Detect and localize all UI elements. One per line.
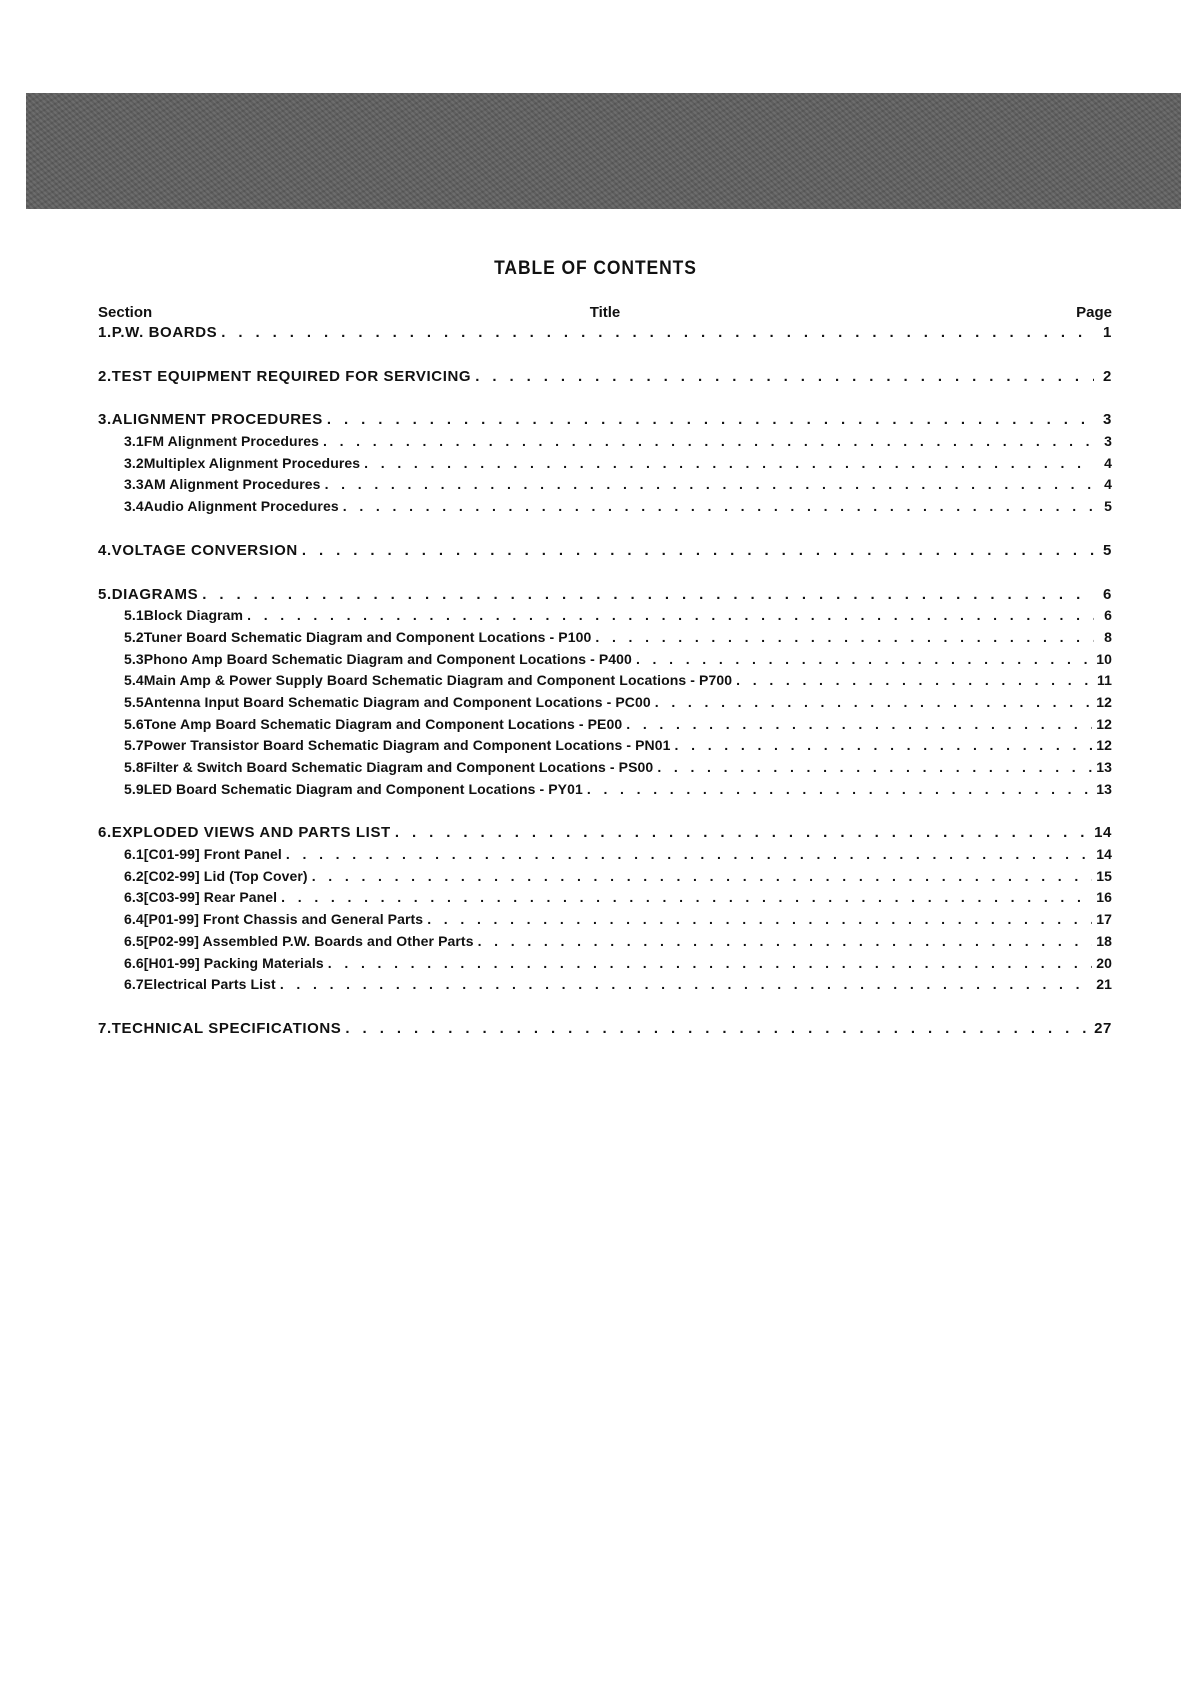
entry-page-number: 17 <box>1096 911 1112 928</box>
toc-section-group <box>98 368 1112 390</box>
dot-leader <box>286 846 1092 862</box>
entry-title: Tone Amp Board Schematic Diagram and Component Locations - PE00 <box>143 715 623 732</box>
toc-subsection-entry <box>98 976 1112 998</box>
toc-section-group <box>98 824 1112 998</box>
toc-subsection-entry <box>98 868 1112 890</box>
entry-page-number: 1 <box>1103 324 1112 341</box>
entry-page-number: 18 <box>1096 932 1112 949</box>
entry-title: Main Amp & Power Supply Board Schematic Diagram and Component Locations - P700 <box>143 672 733 689</box>
dot-leader <box>280 976 1092 992</box>
dot-leader <box>478 933 1093 949</box>
toc-section-entry <box>98 411 1112 433</box>
entry-page-number: 13 <box>1096 759 1112 775</box>
entry-title: VOLTAGE CONVERSION <box>111 541 298 559</box>
dot-leader <box>657 759 1092 775</box>
entry-title: LED Board Schematic Diagram and Component Locations - PY01 <box>143 780 583 797</box>
entry-title: DIAGRAMS <box>111 585 199 603</box>
entry-number: 4. <box>98 541 112 559</box>
toc-subsection-entry <box>98 651 1112 673</box>
entry-number: 5.1 <box>124 607 144 624</box>
dot-leader <box>312 868 1093 884</box>
entry-page-number: 4 <box>1104 476 1112 493</box>
toc-subsection-entry <box>98 694 1112 716</box>
entry-page-number: 5 <box>1104 498 1112 515</box>
dot-leader <box>327 411 1094 428</box>
entry-title: [P02-99] Assembled P.W. Boards and Other Parts <box>143 932 474 949</box>
toc-subsection-entry <box>98 911 1112 933</box>
entry-title: [C01-99] Front Panel <box>143 846 282 863</box>
entry-page-number: 5 <box>1103 541 1112 559</box>
toc-subsection-entry <box>98 629 1112 651</box>
entry-number: 5.9 <box>124 780 144 797</box>
page-column-header: Page <box>1076 304 1112 321</box>
entry-title: [C03-99] Rear Panel <box>143 889 278 906</box>
dot-leader <box>302 542 1094 559</box>
entry-number: 1. <box>98 324 112 341</box>
toc-body <box>98 324 1112 1042</box>
toc-subsection-entry <box>98 846 1112 868</box>
dot-leader <box>587 781 1092 797</box>
dot-leader <box>395 824 1090 841</box>
entry-title: Phono Amp Board Schematic Diagram and Component Locations - P400 <box>143 650 632 667</box>
toc-section-entry <box>98 586 1112 608</box>
dot-leader <box>202 586 1094 603</box>
entry-page-number: 8 <box>1104 628 1112 645</box>
toc-section-entry <box>98 1020 1112 1042</box>
entry-page-number: 6 <box>1104 607 1112 624</box>
entry-number: 6.2 <box>124 867 144 884</box>
dot-leader <box>675 737 1093 753</box>
entry-number: 6.5 <box>124 932 144 949</box>
entry-page-number: 6 <box>1103 585 1112 603</box>
dot-leader <box>328 955 1092 971</box>
entry-title: Tuner Board Schematic Diagram and Component Locations - P100 <box>143 628 592 645</box>
entry-title: Block Diagram <box>143 607 244 624</box>
entry-title: EXPLODED VIEWS AND PARTS LIST <box>111 824 391 842</box>
dot-leader <box>655 694 1092 710</box>
entry-page-number: 20 <box>1096 954 1112 971</box>
entry-page-number: 21 <box>1096 976 1112 993</box>
toc-section-group <box>98 542 1112 564</box>
entry-number: 6.3 <box>124 889 144 906</box>
entry-number: 5.7 <box>124 737 144 754</box>
entry-title: ALIGNMENT PROCEDURES <box>111 411 323 429</box>
entry-title: TEST EQUIPMENT REQUIRED FOR SERVICING <box>111 367 472 385</box>
dot-leader <box>281 889 1092 905</box>
toc-subsection-entry <box>98 476 1112 498</box>
entry-page-number: 13 <box>1096 780 1112 797</box>
toc-subsection-entry <box>98 759 1112 781</box>
dot-leader <box>427 911 1092 927</box>
page-title: TABLE OF CONTENTS <box>494 258 697 279</box>
toc-section-entry <box>98 542 1112 564</box>
dot-leader <box>736 672 1093 688</box>
entry-page-number: 12 <box>1096 693 1112 710</box>
entry-number: 5.8 <box>124 759 144 775</box>
entry-page-number: 14 <box>1094 824 1112 842</box>
toc-subsection-entry <box>98 781 1112 803</box>
toc-section-group <box>98 324 1112 346</box>
entry-number: 3. <box>98 411 112 429</box>
dot-leader <box>595 629 1094 645</box>
section-column-header: Section <box>98 304 153 321</box>
entry-title: Electrical Parts List <box>143 976 276 993</box>
toc-subsection-entry <box>98 933 1112 955</box>
entry-title: [H01-99] Packing Materials <box>143 954 324 971</box>
dot-leader <box>221 324 1094 341</box>
entry-page-number: 3 <box>1103 411 1112 429</box>
entry-page-number: 15 <box>1096 867 1112 884</box>
header-banner <box>26 93 1181 209</box>
toc-subsection-entry <box>98 889 1112 911</box>
dot-leader <box>247 607 1094 623</box>
entry-page-number: 12 <box>1096 737 1112 754</box>
entry-number: 5.5 <box>124 693 144 710</box>
dot-leader <box>364 455 1094 471</box>
entry-title: Filter & Switch Board Schematic Diagram and Component Locations - PS00 <box>143 759 654 775</box>
toc-section-group <box>98 586 1112 803</box>
entry-page-number: 16 <box>1096 889 1112 906</box>
entry-title: AM Alignment Procedures <box>143 476 321 493</box>
entry-number: 2. <box>98 367 112 385</box>
toc-subsection-entry <box>98 737 1112 759</box>
toc-section-entry <box>98 824 1112 846</box>
entry-page-number: 11 <box>1097 672 1112 689</box>
toc-header <box>98 304 1112 324</box>
table-of-contents <box>98 304 1112 1064</box>
toc-subsection-entry <box>98 716 1112 738</box>
entry-title: Multiplex Alignment Procedures <box>143 454 361 471</box>
entry-number: 6.1 <box>124 846 144 863</box>
entry-number: 3.4 <box>124 498 144 515</box>
toc-subsection-entry <box>98 672 1112 694</box>
entry-number: 6.6 <box>124 954 144 971</box>
toc-subsection-entry <box>98 955 1112 977</box>
entry-title: TECHNICAL SPECIFICATIONS <box>111 1019 342 1037</box>
entry-number: 6. <box>98 824 112 842</box>
entry-title: Power Transistor Board Schematic Diagram and Component Locations - PN01 <box>143 737 671 754</box>
entry-number: 5.4 <box>124 672 144 689</box>
dot-leader <box>323 433 1094 449</box>
entry-page-number: 10 <box>1096 650 1112 667</box>
dot-leader <box>626 716 1092 732</box>
entry-title: [C02-99] Lid (Top Cover) <box>143 867 308 884</box>
entry-page-number: 27 <box>1094 1019 1112 1037</box>
dot-leader <box>636 651 1092 667</box>
entry-number: 3.2 <box>124 454 144 471</box>
entry-number: 5.2 <box>124 628 144 645</box>
toc-subsection-entry <box>98 433 1112 455</box>
entry-number: 7. <box>98 1019 112 1037</box>
title-column-header: Title <box>589 304 621 321</box>
toc-section-entry <box>98 368 1112 390</box>
dot-leader <box>475 368 1094 385</box>
toc-subsection-entry <box>98 455 1112 477</box>
dot-leader <box>345 1020 1090 1037</box>
entry-page-number: 2 <box>1103 367 1112 385</box>
entry-title: Antenna Input Board Schematic Diagram and Component Locations - PC00 <box>143 693 651 710</box>
entry-number: 5.6 <box>124 715 144 732</box>
entry-page-number: 4 <box>1104 454 1112 471</box>
toc-subsection-entry <box>98 607 1112 629</box>
entry-number: 3.3 <box>124 476 144 493</box>
entry-number: 5. <box>98 585 112 603</box>
entry-number: 6.7 <box>124 976 144 993</box>
toc-section-entry <box>98 324 1112 346</box>
toc-subsection-entry <box>98 498 1112 520</box>
toc-section-group <box>98 411 1112 519</box>
entry-page-number: 12 <box>1096 715 1112 732</box>
entry-page-number: 3 <box>1104 433 1112 450</box>
entry-page-number: 14 <box>1096 846 1112 863</box>
entry-title: Audio Alignment Procedures <box>143 498 339 515</box>
entry-title: [P01-99] Front Chassis and General Parts <box>143 911 424 928</box>
entry-number: 5.3 <box>124 650 144 667</box>
toc-section-group <box>98 1020 1112 1042</box>
dot-leader <box>343 498 1094 514</box>
entry-number: 3.1 <box>124 433 144 450</box>
entry-title: P.W. BOARDS <box>111 324 218 341</box>
entry-title: FM Alignment Procedures <box>143 433 320 450</box>
entry-number: 6.4 <box>124 911 144 928</box>
dot-leader <box>325 476 1094 492</box>
